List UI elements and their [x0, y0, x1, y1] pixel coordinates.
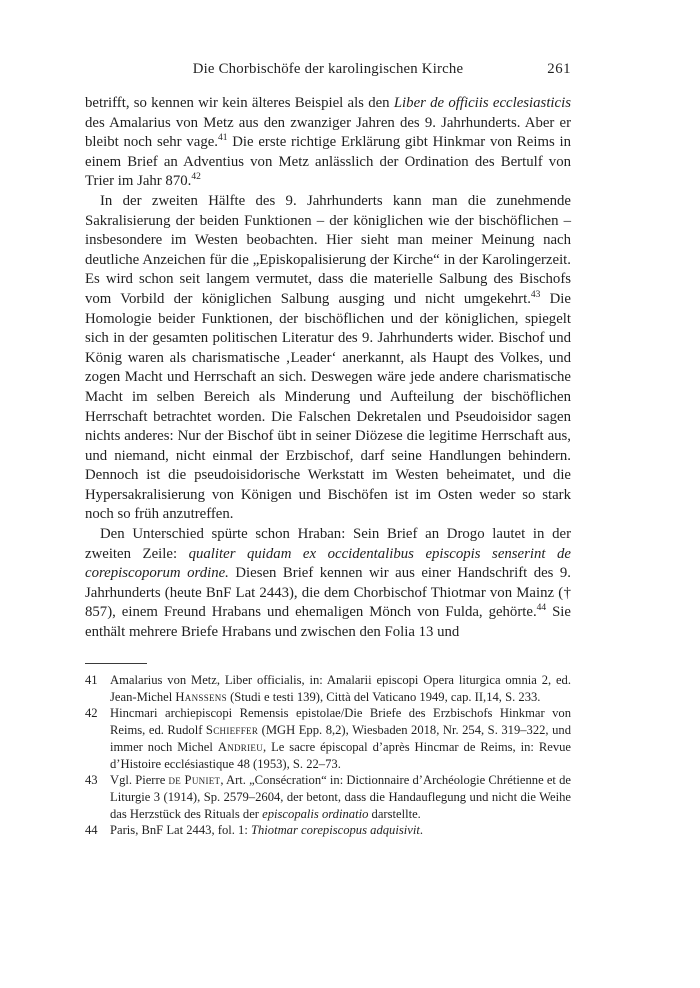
- footnote-number: 44: [85, 823, 98, 838]
- text-segment: Vgl. Pierre: [110, 773, 169, 788]
- footnote-number: 43: [85, 773, 98, 788]
- footnote-ref: 41: [217, 133, 228, 144]
- italic-text: qualiter quidam ex occidentalibus episcopis senserint de corepiscoporum ordine.: [85, 545, 571, 582]
- smallcaps-name: Andrieu: [217, 739, 264, 754]
- text-segment: , Le sacre épiscopal d’après Hincmar de Reims, in: Revue d’Histoire ecclésiastique 48 (1953), S. 22–73.: [110, 739, 571, 771]
- text-segment: Paris, BnF Lat 2443, fol. 1:: [110, 823, 251, 838]
- smallcaps-name: Hanssens: [175, 689, 227, 704]
- text-segment: Diesen Brief kennen wir aus einer Handschrift des 9. Jahrhunderts (heute BnF Lat 2443), die dem Chorbischof Thiotmar von Mainz († 857), einem Freund Hrabans und ehemaligen Mönch von Fulda, gehörte.: [85, 565, 571, 621]
- text-segment: Die erste richtige Erklärung gibt Hinkmar von Reims in einem Brief an Adventius von Metz anlässlich der Ordination des Bertulf von Trier im Jahr 870.: [85, 134, 571, 190]
- smallcaps-name: Schieffer: [205, 723, 259, 738]
- page-number: 261: [547, 61, 571, 77]
- text-segment: Amalarius von Metz, Liber officialis, in: Amalarii episcopi Opera liturgica omnia 2, ed. Jean-Michel: [110, 673, 571, 704]
- text-segment: Den Unterschied spürte schon Hraban: Sein Brief an Drogo lautet in der zweiten Zeile:: [85, 526, 571, 562]
- body-paragraph-3: [85, 525, 571, 643]
- text-segment: .: [419, 823, 423, 838]
- running-header-title: Die Chorbischöfe der karolingischen Kirche: [192, 61, 464, 77]
- footnote-ref: 43: [530, 290, 541, 301]
- footnote-text: [110, 772, 571, 822]
- italic-text: episcopalis ordinatio: [262, 806, 369, 821]
- italic-text: Thiotmar corepiscopus adquisivit: [250, 823, 420, 838]
- running-header: [85, 61, 571, 78]
- footnote-text: [110, 705, 571, 772]
- text-segment: Sie enthält mehrere Briefe Hrabans und zwischen den Folia 13 und: [85, 604, 571, 641]
- footnote-text: [110, 822, 571, 839]
- footnotes-block: [85, 672, 571, 839]
- footnote-number: 42: [85, 706, 98, 721]
- footnote-41: [85, 672, 571, 705]
- text-segment: , Art. „Consécration“ in: Dictionnaire d’Archéologie Chrétienne et de Liturgie 3 (1914), Sp. 2579–2604, der betont, dass die Handauflegung und nicht die Weihe das Herzstück des Rituals der: [110, 773, 571, 821]
- text-segment: darstellte.: [368, 806, 421, 821]
- footnote-number: 41: [85, 673, 98, 687]
- text-segment: (Studi e testi 139), Città del Vaticano 1949, cap. II,14, S. 233.: [226, 689, 541, 704]
- footnote-text: [110, 672, 571, 705]
- text-segment: In der zweiten Hälfte des 9. Jahrhunderts kann man die zunehmende Sakralisierung der beiden Funktionen – der königlichen wie der bischöflichen – insbesondere im Westen beobachten. Hier sieht man meiner Meinung nach deutliche Anzeichen für die „Episkopalisierung der Kirche“ in der Karolingerzeit. Es wird schon seit langem vermutet, dass die materielle Salbung des Bischofs vom Vorbild der königlichen Salbung ausging und nicht umgekehrt.: [85, 192, 571, 307]
- text-segment: Die Homologie beider Funktionen, der bischöflichen und der königlichen, spiegelt sich in der gesamten politischen Literatur des 9. Jahrhunderts wider. Bischof und König waren als charismatische ‚Leader‘ anerkannt, als Haupt des Volkes, und zogen Macht und Herrschaft an sich. Deswegen wäre jede andere charismatische Macht im selben Bereich als Minderung und Aufteilung der bischöflichen Herrschaft betrachtet worden. Die Falschen Dekretalen und Pseudoisidor sagen nichts anderes: Nur der Bischof übt in seiner Diözese die legitime Herrschaft aus, und niemand, nicht einmal der Erzbischof, darf seine Handlungen behindern. Dennoch ist die pseudoisidorische Werkstatt im Westen beheimatet, und die Hypersakralisierung von Königen und Bischöfen ist im Osten weder so stark noch so früh anzutreffen.: [85, 290, 571, 523]
- text-segment: des Amalarius von Metz aus den zwanziger Jahren des 9. Jahrhunderts. Aber er bleibt noch sehr vage.: [85, 114, 571, 151]
- text-segment: betrifft, so kennen wir kein älteres Beispiel als den: [85, 95, 394, 111]
- footnote-ref: 44: [536, 603, 547, 614]
- text-segment: Hincmari archiepiscopi Remensis epistolae/Die Briefe des Erzbischofs Hinkmar von Reims, ed. Rudolf: [110, 706, 571, 738]
- italic-text: Liber de officiis ecclesiasticis: [393, 95, 571, 111]
- footnote-43: [85, 772, 571, 822]
- body-text: [85, 94, 571, 643]
- smallcaps-name: de Puniet: [168, 773, 221, 788]
- text-segment: (MGH Epp. 8,2), Wiesbaden 2018, Nr. 254, S. 319–322, und immer noch Michel: [110, 723, 571, 754]
- footnote-separator: [85, 663, 147, 664]
- body-paragraph-1: [85, 94, 571, 192]
- footnote-ref: 42: [191, 172, 201, 183]
- footnote-42: [85, 705, 571, 772]
- footnote-44: [85, 822, 571, 839]
- body-paragraph-2: [85, 192, 571, 525]
